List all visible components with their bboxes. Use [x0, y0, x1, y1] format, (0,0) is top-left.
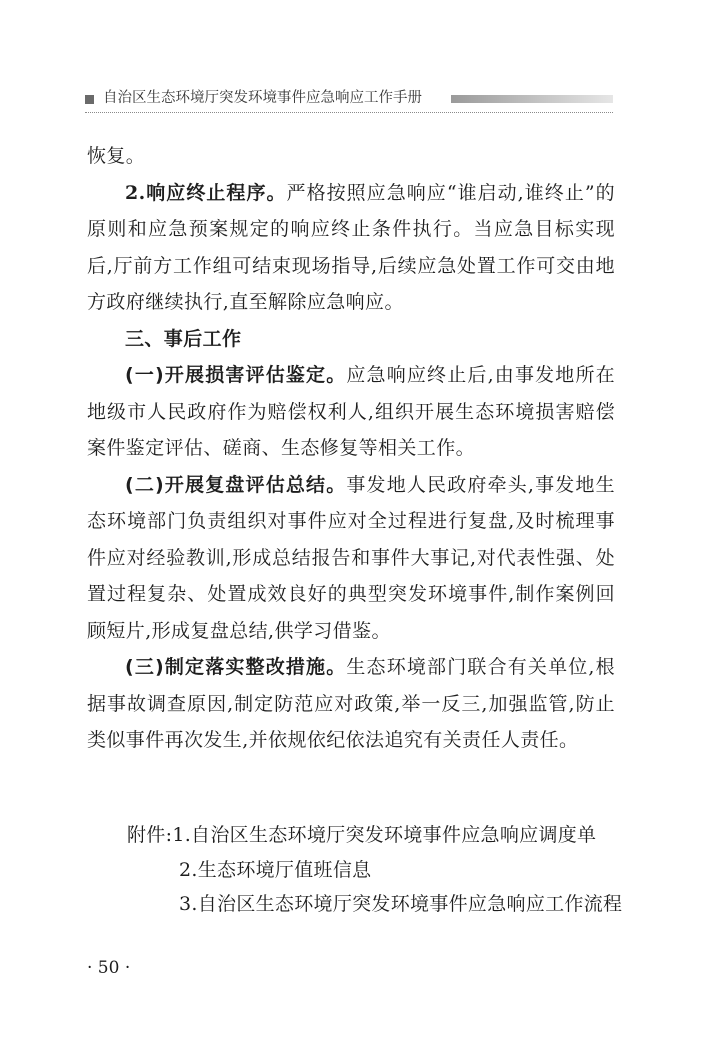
section-heading — [87, 321, 615, 358]
paragraph-damage-assessment — [87, 357, 615, 467]
attachment-label: 附件: — [127, 824, 173, 846]
paragraph-text: 事发地人民政府牵头,事发地生态环境部门负责组织对事件应对全过程进行复盘,及时梳理事件应对经验教训,形成总结报告和事件大事记,对代表性强、处置过程复杂、处置成效良好的典型突发环境事件,制作案例回顾短片,形成复盘总结,供学习借鉴。 — [87, 473, 616, 642]
attachment-item — [87, 818, 615, 853]
attachment-title: 1.自治区生态环境厅突发环境事件应急响应调度单 — [172, 824, 597, 846]
attachment-item — [87, 853, 615, 888]
paragraph-termination — [87, 175, 615, 321]
body-text — [87, 138, 615, 759]
header-title: 自治区生态环境厅突发环境事件应急响应工作手册 — [103, 90, 422, 106]
paragraph-heading: (二)开展复盘评估总结。 — [125, 473, 347, 496]
paragraph-review-summary — [87, 467, 615, 650]
paragraph-text: 应急响应终止后,由事发地所在地级市人民政府作为赔偿权利人,组织开展生态环境损害赔偿案件鉴定评估、磋商、生态修复等相关工作。 — [87, 364, 616, 459]
attachment-title: 2.生态环境厅值班信息 — [179, 858, 372, 881]
paragraph-heading: (一)开展损害评估鉴定。 — [125, 364, 347, 386]
attachment-item — [87, 887, 623, 922]
paragraph-text: 严格按照应急响应“谁启动,谁终止”的原则和应急预案规定的响应终止条件执行。当应急目标实现后,厅前方工作组可结束现场指导,后续应急处置工作可交由地方政府继续执行,直至解除应急响应。 — [87, 181, 616, 313]
running-header — [85, 88, 613, 112]
paragraph-rectification — [87, 649, 615, 759]
page-number: · 50 · — [87, 958, 131, 978]
paragraph-continuation — [87, 138, 615, 175]
header-gradient-bar — [451, 95, 613, 103]
attachment-title: 3.自治区生态环境厅突发环境事件应急响应工作流程 — [179, 893, 623, 915]
paragraph-text: 恢复。 — [87, 145, 146, 167]
paragraph-heading: 2.响应终止程序。 — [125, 181, 287, 204]
attachment-list — [87, 818, 623, 922]
header-square-icon — [85, 95, 94, 104]
paragraph-heading: (三)制定落实整改措施。 — [125, 656, 347, 678]
section-title: 三、事后工作 — [125, 327, 242, 350]
paragraph-text: 生态环境部门联合有关单位,根据事故调查原因,制定防范应对政策,举一反三,加强监管,防止类似事件再次发生,并依规依纪依法追究有关责任人责任。 — [87, 656, 616, 751]
header-dotted-rule — [85, 112, 613, 113]
